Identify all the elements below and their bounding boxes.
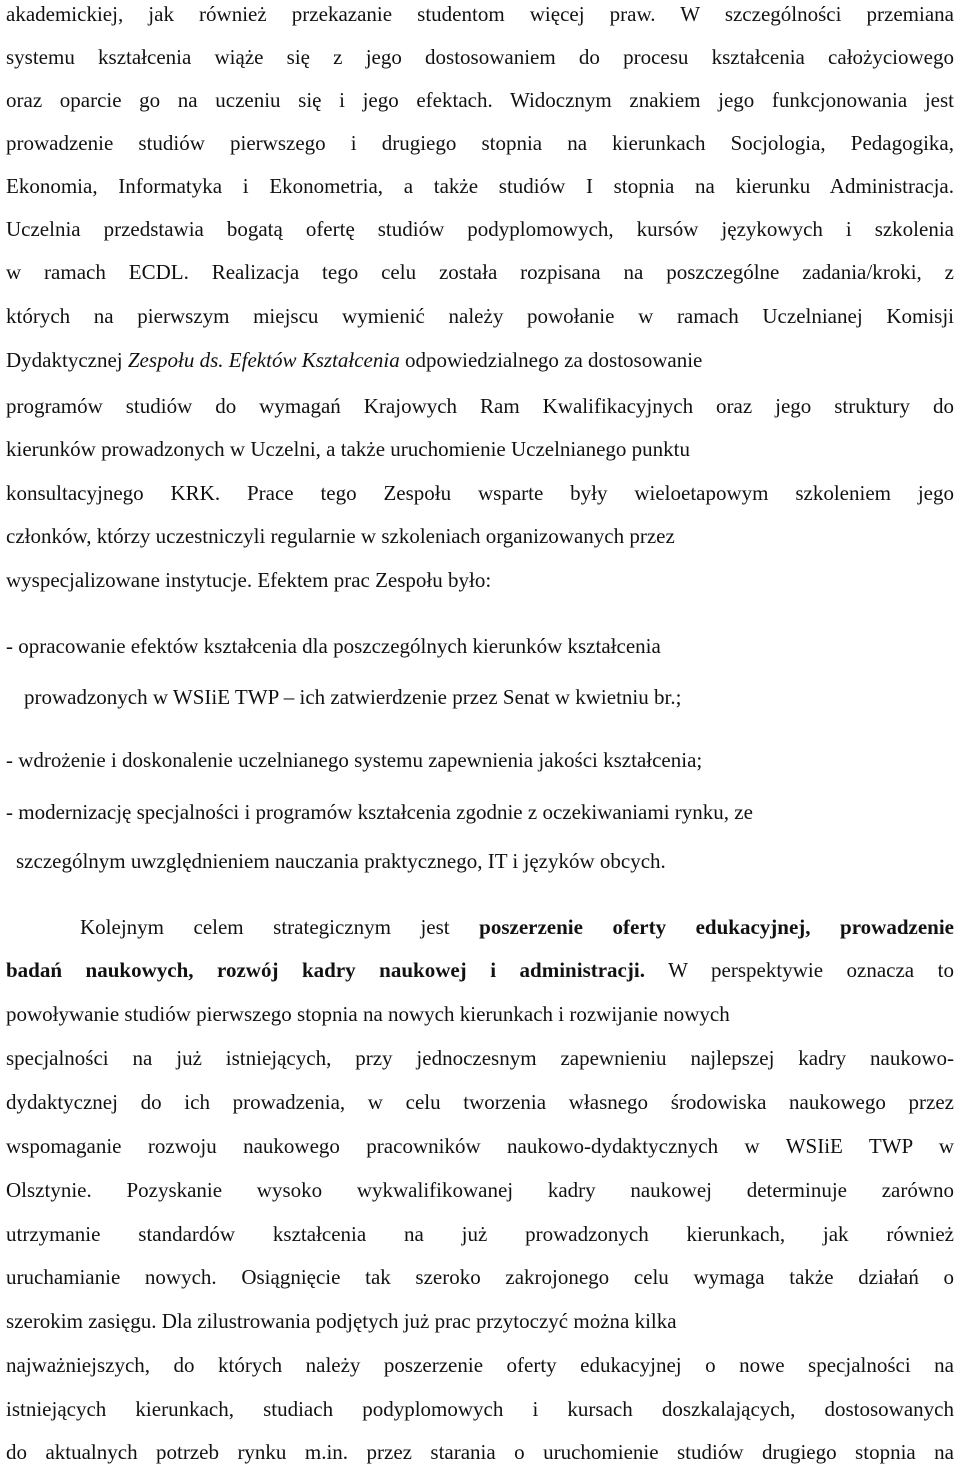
text-line: systemu kształcenia wiąże się z jego dostosowaniem do procesu kształcenia całożyciowego — [6, 45, 954, 69]
text-line — [6, 958, 954, 982]
text-line: najważniejszych, do których należy poszerzenie oferty edukacyjnej o nowe specjalności na — [6, 1353, 954, 1377]
text-line: wyspecjalizowane instytucje. Efektem prac Zespołu było: — [6, 568, 492, 592]
list-item-continuation: prowadzonych w WSIiE TWP – ich zatwierdzenie przez Senat w kwietniu br.; — [24, 685, 682, 709]
text-line: w ramach ECDL. Realizacja tego celu została rozpisana na poszczególne zadania/kroki, z — [6, 260, 954, 284]
text-line: Uczelnia przedstawia bogatą ofertę studiów podyplomowych, kursów językowych i szkolenia — [6, 217, 954, 241]
text-line: uruchamianie nowych. Osiągnięcie tak szeroko zakrojonego celu wymaga także działań o — [6, 1265, 954, 1289]
text-line: członków, którzy uczestniczyli regularnie w szkoleniach organizowanych przez — [6, 524, 675, 548]
text-line: Ekonomia, Informatyka i Ekonometria, a także studiów I stopnia na kierunku Administracja. — [6, 174, 954, 198]
text-line: prowadzenie studiów pierwszego i drugiego stopnia na kierunkach Socjologia, Pedagogika, — [6, 131, 954, 155]
list-item-continuation: szczególnym uwzględnieniem nauczania praktycznego, IT i języków obcych. — [16, 849, 666, 873]
bold-text: badań naukowych, rozwój kadry naukowej i administracji. — [6, 958, 645, 982]
text-line: do aktualnych potrzeb rynku m.in. przez starania o uruchomienie studiów drugiego stopnia na — [6, 1440, 954, 1464]
text-line: programów studiów do wymagań Krajowych Ram Kwalifikacyjnych oraz jego struktury do — [6, 394, 954, 418]
text-line: Olsztynie. Pozyskanie wysoko wykwalifikowanej kadry naukowej determinuje zarówno — [6, 1178, 954, 1202]
text-line: akademickiej, jak również przekazanie studentom więcej praw. W szczególności przemiana — [6, 2, 954, 26]
text-line — [6, 348, 702, 372]
text-line: wspomaganie rozwoju naukowego pracowników naukowo-dydaktycznych w WSIiE TWP w — [6, 1134, 954, 1158]
text-line — [80, 915, 954, 939]
list-item: - opracowanie efektów kształcenia dla poszczególnych kierunków kształcenia — [6, 634, 661, 658]
text-run: W perspektywie oznacza to — [644, 958, 954, 982]
text-run: Kolejnym celem strategicznym jest — [80, 915, 480, 939]
text-line: istniejących kierunkach, studiach podyplomowych i kursach doszkalających, dostosowanych — [6, 1397, 954, 1421]
text-line: utrzymanie standardów kształcenia na już prowadzonych kierunkach, jak również — [6, 1222, 954, 1246]
text-line: szerokim zasięgu. Dla zilustrowania podjętych już prac przytoczyć można kilka — [6, 1309, 677, 1333]
text-line: dydaktycznej do ich prowadzenia, w celu tworzenia własnego środowiska naukowego przez — [6, 1090, 954, 1114]
text-line: których na pierwszym miejscu wymienić należy powołanie w ramach Uczelnianej Komisji — [6, 304, 954, 328]
text-line: oraz oparcie go na uczeniu się i jego efektach. Widocznym znakiem jego funkcjonowania jest — [6, 88, 954, 112]
text-line: powoływanie studiów pierwszego stopnia na nowych kierunkach i rozwijanie nowych — [6, 1002, 730, 1026]
text-run: Dydaktycznej — [6, 348, 128, 372]
text-line: kierunków prowadzonych w Uczelni, a także uruchomienie Uczelnianego punktu — [6, 437, 690, 461]
italic-text: Zespołu ds. Efektów Kształcenia — [127, 348, 400, 372]
text-line: konsultacyjnego KRK. Prace tego Zespołu wsparte były wieloetapowym szkoleniem jego — [6, 481, 954, 505]
list-item: - modernizację specjalności i programów kształcenia zgodnie z oczekiwaniami rynku, ze — [6, 800, 753, 824]
text-line: specjalności na już istniejących, przy jednoczesnym zapewnieniu najlepszej kadry naukowo- — [6, 1046, 954, 1070]
text-run: odpowiedzialnego za dostosowanie — [399, 348, 703, 372]
list-item: - wdrożenie i doskonalenie uczelnianego systemu zapewnienia jakości kształcenia; — [6, 748, 703, 772]
bold-text: poszerzenie oferty edukacyjnej, prowadzenie — [479, 915, 954, 939]
